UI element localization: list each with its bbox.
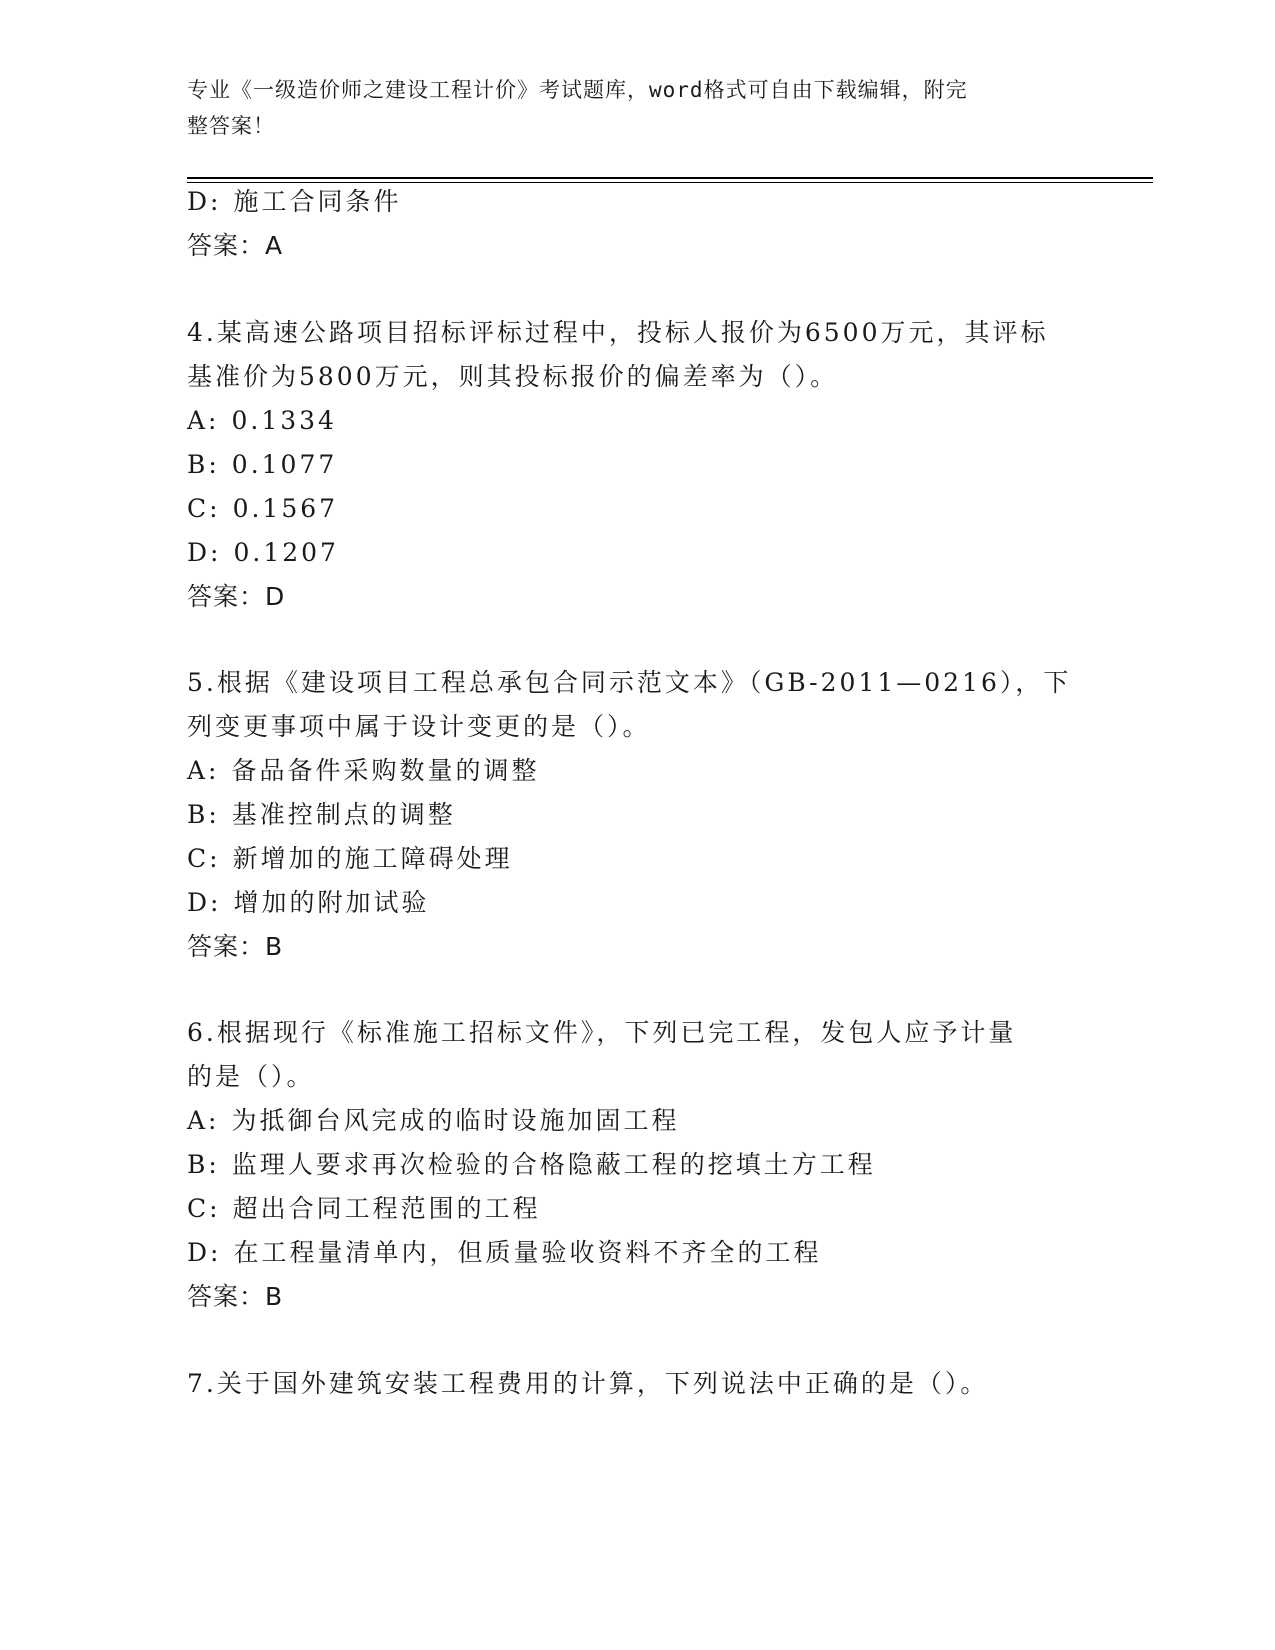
option-text: 新增加的施工障碍处理 [232,844,513,873]
option-text: 监理人要求再次检验的合格隐蔽工程的挖填土方工程 [231,1150,876,1179]
q6-stem-line-1: 6.根据现行《标准施工招标文件》，下列已完工程，发包人应予计量 [187,1018,1017,1047]
option-text: 0.1567 [232,494,339,523]
q5-stem-line-1: 5.根据《建设项目工程总承包合同示范文本》（GB-2011—0216），下 [187,668,1072,697]
q5-option-c [187,841,513,877]
option-text: 为抵御台风完成的临时设施加固工程 [231,1106,680,1135]
q6-option-a [187,1103,680,1139]
q6-option-d [187,1235,821,1271]
q5-option-a [187,753,540,789]
q5-option-b [187,797,456,833]
q5-option-d [187,885,429,921]
option-text: 超出合同工程范围的工程 [232,1194,541,1223]
option-key: C: [187,844,221,873]
q3-option-d [187,184,401,220]
q3-answer: 答案：A [187,231,284,260]
q6-option-c [187,1191,541,1227]
q4-answer: 答案：D [187,582,286,611]
option-key: C: [187,1194,221,1223]
q4-option-b [187,447,337,483]
q4-option-c [187,491,338,527]
option-key: A: [187,756,220,785]
option-text: 增加的附加试验 [233,888,430,917]
option-key: B: [187,800,220,829]
option-key: B: [187,450,220,479]
option-key: D: [187,187,222,216]
option-key: D: [187,538,222,567]
option-key: D: [187,888,222,917]
q6-option-b [187,1147,876,1183]
option-text: 施工合同条件 [233,187,402,216]
q4-stem-line-1: 4.某高速公路项目招标评标过程中，投标人报价为6500万元，其评标 [187,318,1049,347]
option-text: 0.1334 [231,406,337,435]
q5-stem-line-2: 列变更事项中属于设计变更的是（）。 [187,712,651,741]
option-key: D: [187,1238,222,1267]
header-line-1: 专业《一级造价师之建设工程计价》考试题库，word格式可自由下载编辑，附完 [187,78,968,102]
page-header [187,72,1067,144]
option-key: A: [187,1106,220,1135]
option-text: 0.1077 [231,450,338,479]
option-key: B: [187,1150,220,1179]
option-text: 备品备件采购数量的调整 [231,756,540,785]
q4-option-d [187,535,339,571]
option-text: 在工程量清单内，但质量验收资料不齐全的工程 [233,1238,822,1267]
option-text: 基准控制点的调整 [231,800,456,829]
header-line-2: 整答案！ [187,114,275,138]
q4-stem-line-2: 基准价为5800万元，则其投标报价的偏差率为（）。 [187,362,839,391]
q5-answer: 答案：B [187,932,284,961]
option-key: A: [187,406,220,435]
q6-answer: 答案：B [187,1282,284,1311]
q6-stem-line-2: 的是（）。 [187,1062,315,1091]
q4-option-a [187,403,337,439]
header-divider-thin [187,182,1153,183]
header-divider-thick [187,177,1153,179]
option-key: C: [187,494,221,523]
option-text: 0.1207 [233,538,339,567]
q7-stem-line-1: 7.关于国外建筑安装工程费用的计算，下列说法中正确的是（）。 [187,1369,989,1398]
